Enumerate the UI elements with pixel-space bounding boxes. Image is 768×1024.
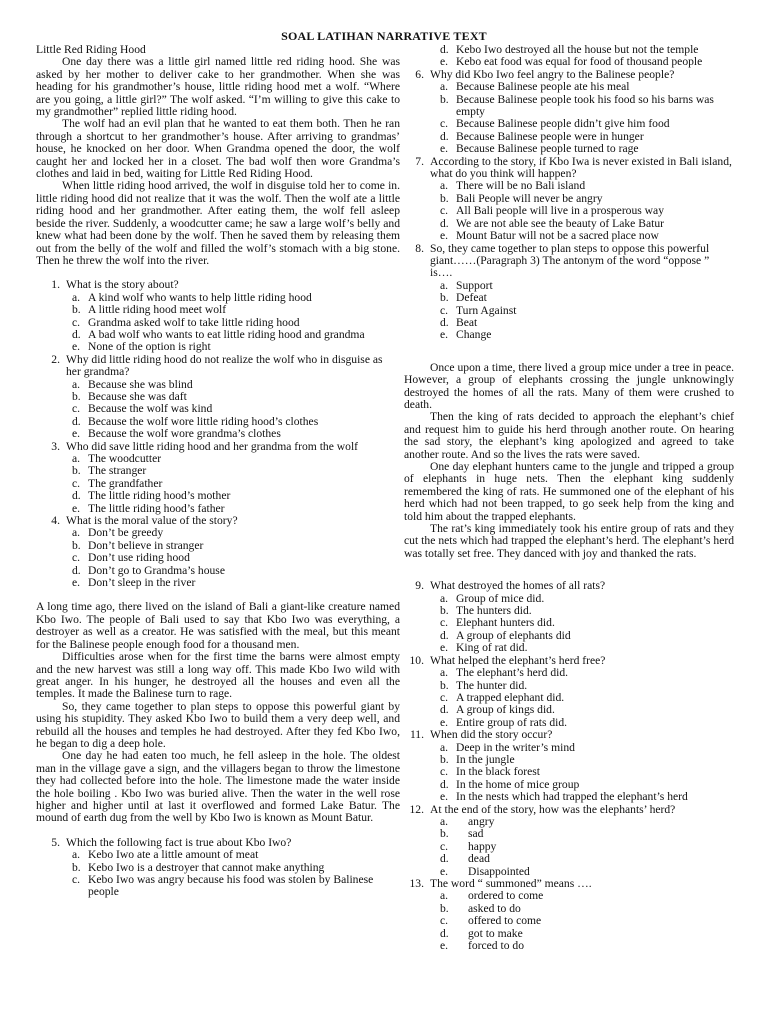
answer-option [404,180,734,192]
paragraph: The rat’s king immediately took his entire group of rats and they cut the nets which had trapped the elephant’s herd. The elephant’s herd was totally set free. They danced with joy and thanked the rats. [404,522,734,560]
option-text: Because she was daft [88,389,187,403]
answer-option [404,305,734,317]
option-text: sad [468,827,484,841]
answer-option [36,874,400,899]
question-number: 11. [409,728,424,742]
option-letter: d. [440,43,449,56]
answer-options [36,527,400,589]
option-letter: e. [440,142,449,156]
option-letter: e. [440,641,449,655]
option-letter: e. [440,715,449,729]
question [404,729,734,741]
question-5-continued [404,44,734,69]
option-letter: e. [440,790,449,804]
answer-option [36,465,400,477]
option-letter: d. [440,129,449,143]
answer-option [36,341,400,353]
option-text: Don’t go to Grandma’s house [88,563,225,577]
option-letter: e. [72,576,81,590]
question [404,655,734,667]
question-number: 4. [51,514,60,528]
answer-option [404,692,734,704]
answer-option [404,680,734,692]
option-text: A group of kings did. [456,703,555,717]
option-text: Because Balinese people were in hunger [456,129,644,143]
option-letter: d. [440,216,449,230]
page-title: SOAL LATIHAN NARRATIVE TEXT [281,29,487,43]
paragraph: When little riding hood arrived, the wolf in disguise told her to come in. little riding hood did not realize that it was the wolf. Then the wolf ate a little riding hood and her grandmother. After eating them, the wolf fell asleep beside the river. Suddenly, a woodcutter came; he saw a large wolf’s belly and knew what had been done by the wolf. Then he saved them by releasing them out from the belly of the wolf and filled the wolf’s stomach with a big stone. Then he threw the wolf into the river. [36,179,400,267]
option-text: Don’t believe in stranger [88,538,204,552]
option-letter: b. [440,92,449,106]
answer-options [36,379,400,441]
answer-option [404,841,734,853]
option-letter: d. [440,315,449,329]
story2-text [36,601,400,824]
option-text: In the home of mice group [456,777,580,791]
option-letter: b. [440,604,449,618]
paragraph: The wolf had an evil plan that he wanted to eat them both. Then he ran through a shortcut to her grandmother’s house. After arriving to grandmas’ house, he knocked on her door. When Grandma opened the door, the wolf caught her and locked her in a closet. The bad wolf then wore Grandma’s clothes and laid in bed, waiting for Little Red Riding Hood. [36,117,400,181]
option-letter: b. [72,860,81,874]
answer-option [404,940,734,952]
option-letter: b. [440,752,449,766]
answer-option [404,617,734,629]
option-text: Because the wolf was kind [88,402,213,416]
option-letter: a. [440,740,449,754]
option-letter: a. [440,889,449,903]
option-letter: a. [440,666,449,680]
option-letter: d. [440,777,449,791]
option-letter: e. [440,55,449,69]
answer-option [404,816,734,828]
option-letter: e. [72,501,81,515]
option-letter: e. [72,340,81,354]
option-letter: c. [440,204,449,218]
story1-text [36,56,400,267]
option-letter: d. [440,703,449,717]
paragraph: Once upon a time, there lived a group mice under a tree in peace. However, a group of elephants crossing the jungle unknowingly destroyed the homes of all the rats. Many of them were crushed to death. [404,360,734,411]
story3-text [404,362,734,561]
option-letter: b. [72,389,81,403]
answer-options [404,180,734,242]
option-letter: a. [440,591,449,605]
paragraph: One day there was a little girl named little red riding hood. She was asked by her mother to deliver cake to her grandmother. When she was heading for his grandmother’s house, little riding hood met a wolf. “Where are you going, a little girl?” The wolf asked. “I’m willing to give this cake to my grandmother” replied little riding hood. [36,55,400,119]
answer-option [404,205,734,217]
answer-option [36,577,400,589]
answer-options [404,816,734,878]
answer-option [36,552,400,564]
option-text: Mount Batur will not be a sacred place now [456,229,659,243]
answer-options [404,593,734,655]
answer-option [404,280,734,292]
answer-option [404,704,734,716]
option-text: forced to do [468,939,525,953]
option-letter: d. [440,852,449,866]
answer-option [404,791,734,803]
question-text: Why did Kbo Iwo feel angry to the Balinese people? [430,67,675,81]
question-number: 10. [409,653,424,667]
option-letter: e. [72,427,81,441]
option-text: Support [456,278,493,292]
left-column [36,44,400,899]
answer-options [404,81,734,155]
answer-option [404,828,734,840]
option-letter: e. [440,328,449,342]
option-letter: b. [440,827,449,841]
answer-option [404,143,734,155]
answer-options [404,890,734,952]
option-text: Because the wolf wore grandma’s clothes [88,427,281,441]
option-text: Because she was blind [88,377,193,391]
answer-options [404,667,734,729]
question-number: 5. [51,835,60,849]
option-text: Bali People will never be angry [456,191,603,205]
option-letter: d. [440,926,449,940]
paragraph: So, they came together to plan steps to oppose this powerful giant by using his stupidity. They asked Kbo Iwo to build them a very deep well, and rebuild all the houses and temples he had destroyed. After they fed Kbo Iwo, he began to dig a deep hole. [36,699,400,750]
option-letter: a. [440,278,449,292]
story-title: Little Red Riding Hood [36,43,146,56]
answer-option [36,490,400,502]
option-letter: e. [440,939,449,953]
option-text: A trapped elephant did. [456,690,565,704]
option-text: Don’t sleep in the river [88,576,196,590]
answer-option [404,593,734,605]
option-letter: c. [440,914,449,928]
answer-option [36,428,400,440]
answer-option [404,329,734,341]
question-number: 6. [415,67,424,81]
option-letter: e. [440,229,449,243]
option-text: A bad wolf who wants to eat little riding hood and grandma [88,327,365,341]
question [36,354,400,379]
option-text: In the nests which had trapped the elephant’s herd [456,790,688,804]
question-text: What destroyed the homes of all rats? [430,579,606,593]
paragraph: One day elephant hunters came to the jungle and tripped a group of elephants in huge nets. Then the elephant king suddenly remembered the king of rats. He summoned one of the elephant of his herd which had not been trapped, to go seek help from the king and told him about the trapped elephants. [404,460,734,523]
option-letter: c. [440,839,449,853]
paragraph: A long time ago, there lived on the island of Bali a giant-like creature named Kbo Iwo. The people of Bali used to say that Kbo Iwo was everything, a destroyer as well as a creator. He was satisfied with the meal, but this meant for the Balinese people enough food for a thousand men. [36,600,400,651]
answer-option [404,754,734,766]
option-text: A group of elephants did [456,628,571,642]
option-letter: c. [440,117,449,131]
option-text: We are not able see the beauty of Lake Batur [456,216,664,230]
question [404,156,734,181]
option-letter: c. [72,315,81,329]
option-letter: b. [440,901,449,915]
answer-option [36,527,400,539]
option-text: The stranger [88,464,147,478]
question [404,804,734,816]
option-letter: c. [72,476,81,490]
question-list [404,580,734,952]
option-text: The elephant’s herd did. [456,666,569,680]
option-text: Kebo Iwo was angry because his food was stolen by Balinese people [88,873,374,899]
answer-options [36,453,400,515]
option-text: In the black forest [456,765,541,779]
option-letter: c. [440,303,449,317]
question-text: What is the story about? [66,278,179,292]
option-letter: d. [72,327,81,341]
question-number: 12. [409,802,424,816]
option-text: Beat [456,315,478,329]
question [404,243,734,280]
option-letter: a. [72,848,81,862]
option-text: Don’t be greedy [88,526,164,540]
answer-option [404,928,734,940]
option-text: Kebo Iwo is a destroyer that cannot make anything [88,860,325,874]
question-text: Which the following fact is true about Kbo Iwo? [66,835,292,849]
option-text: The woodcutter [88,452,162,465]
option-text: Because Balinese people ate his meal [456,80,630,94]
option-letter: c. [440,690,449,704]
option-text: Defeat [456,291,487,305]
answer-option [404,742,734,754]
option-letter: e. [440,864,449,878]
option-text: Kebo eat food was equal for food of thousand people [456,55,703,69]
paragraph: One day he had eaten too much, he fell asleep in the hole. The oldest man in the village gave a sign, and the villagers began to throw the limestone they had collected before into the hole. The limestone made the water inside the hole boiling . Kbo Iwo was buried alive. Then the water in the well rose higher and higher until at last it overflowed and formed Lake Batur. The mound of earth dug from the well by Kbo Iwo is known as Mount Batur. [36,749,400,825]
answer-option [36,304,400,316]
option-letter: d. [72,563,81,577]
answer-option [36,849,400,861]
option-letter: a. [72,377,81,391]
answer-option [404,605,734,617]
option-letter: c. [72,551,81,565]
option-text: The little riding hood’s mother [88,489,231,503]
option-text: In the jungle [456,752,515,766]
option-letter: b. [440,678,449,692]
question [404,878,734,890]
option-letter: d. [72,414,81,428]
option-text: Disappointed [468,864,530,878]
option-letter: b. [440,291,449,305]
option-text: Kebo Iwo ate a little amount of meat [88,848,259,862]
question-text: Who did save little riding hood and her grandma from the wolf [66,439,359,453]
option-text: A kind wolf who wants to help little riding hood [88,290,312,304]
option-letter: b. [440,191,449,205]
answer-options [36,292,400,354]
option-text: offered to come [468,914,542,928]
option-text: Because Balinese people didn’t give him food [456,117,670,131]
option-text: The hunter did. [456,678,528,692]
question [36,279,400,291]
question-text: At the end of the story, how was the elephants’ herd? [430,802,676,816]
option-text: Because Balinese people took his food so his barns was empty [456,92,714,119]
option-text: Deep in the writer’s mind [456,740,575,754]
option-letter: a. [72,526,81,540]
answer-options [36,849,400,899]
question-text: What is the moral value of the story? [66,514,238,528]
paragraph: Difficulties arose when for the first time the barns were almost empty and the new harvest was still a long way off. This made Kbo Iwo wild with great anger. In his hunger, he destroyed all the houses and even all the temples. It made the Balinese turn to rage. [36,650,400,701]
question-text: According to the story, if Kbo Iwa is never existed in Bali island, what do you think will happen? [430,154,732,181]
answer-option [404,81,734,93]
question-number: 7. [415,154,424,168]
question-text: Why did little riding hood do not realize the wolf who in disguise as her grandma? [66,352,383,379]
option-text: Group of mice did. [456,591,545,605]
question-number: 8. [415,241,424,255]
option-text: Elephant hunters did. [456,616,555,630]
option-text: angry [468,814,495,828]
question-number: 3. [51,439,60,453]
option-text: All Bali people will live in a prosperous way [456,204,665,218]
option-letter: c. [440,765,449,779]
option-text: There will be no Bali island [456,179,586,193]
option-text: Because Balinese people turned to rage [456,142,639,156]
option-letter: b. [72,303,81,317]
option-text: Change [456,328,492,342]
option-text: Grandma asked wolf to take little riding hood [88,315,300,329]
option-letter: c. [72,873,81,886]
answer-option [404,890,734,902]
option-letter: c. [72,402,81,416]
option-letter: b. [72,538,81,552]
option-text: Turn Against [456,303,517,317]
option-letter: a. [440,80,449,94]
question-list [36,837,400,899]
answer-option [404,903,734,915]
paragraph: Then the king of rats decided to approach the elephant’s chief and request him to guide his herd through another route. On hearing the sad story, the elephant’s king apologized and agreed to take another route. And so the lives the rats were saved. [404,410,734,461]
question-number: 9. [415,579,424,593]
option-letter: d. [72,489,81,503]
question-text: The word “ summoned” means …. [430,877,592,890]
option-letter: a. [72,290,81,304]
option-letter: a. [72,452,81,465]
option-text: The grandfather [88,476,163,490]
option-text: A little riding hood meet wolf [88,303,227,317]
option-text: got to make [468,926,523,940]
answer-option [404,94,734,119]
answer-option [404,118,734,130]
answer-option [404,630,734,642]
question-number: 2. [51,352,60,366]
question [404,580,734,592]
right-column [404,44,734,952]
option-letter: d. [440,628,449,642]
option-text: The little riding hood’s father [88,501,225,515]
option-text: dead [468,852,490,866]
option-text: Because the wolf wore little riding hood’s clothes [88,414,319,428]
option-letter: c. [440,616,449,630]
answer-option [404,292,734,304]
option-text: The hunters did. [456,604,532,618]
answer-options [404,742,734,804]
answer-option [404,56,734,68]
option-text: Kebo Iwo destroyed all the house but not the temple [456,43,699,56]
question-text: What helped the elephant’s herd free? [430,653,606,667]
question-list [404,69,734,342]
option-text: Entire group of rats did. [456,715,568,729]
answer-options [404,280,734,342]
option-text: ordered to come [468,889,544,903]
answer-option [404,915,734,927]
option-text: None of the option is right [88,340,211,354]
question-number: 1. [51,278,60,292]
option-text: Don’t use riding hood [88,551,190,565]
option-text: King of rat did. [456,641,528,655]
answer-option [404,230,734,242]
question-list [36,279,400,589]
question-text: So, they came together to plan steps to oppose this powerful giant……(Paragraph 3) The antonym of the word “oppose ” is…. [430,241,710,280]
option-text: happy [468,839,497,853]
option-letter: a. [440,814,449,828]
option-text: asked to do [468,901,521,915]
option-letter: b. [72,464,81,478]
answer-option [404,667,734,679]
answer-option [36,403,400,415]
answer-option [404,766,734,778]
question-number: 13. [409,877,424,890]
option-letter: a. [440,179,449,193]
answer-option [404,853,734,865]
answer-option [404,642,734,654]
question-text: When did the story occur? [430,728,553,742]
answer-option [404,317,734,329]
